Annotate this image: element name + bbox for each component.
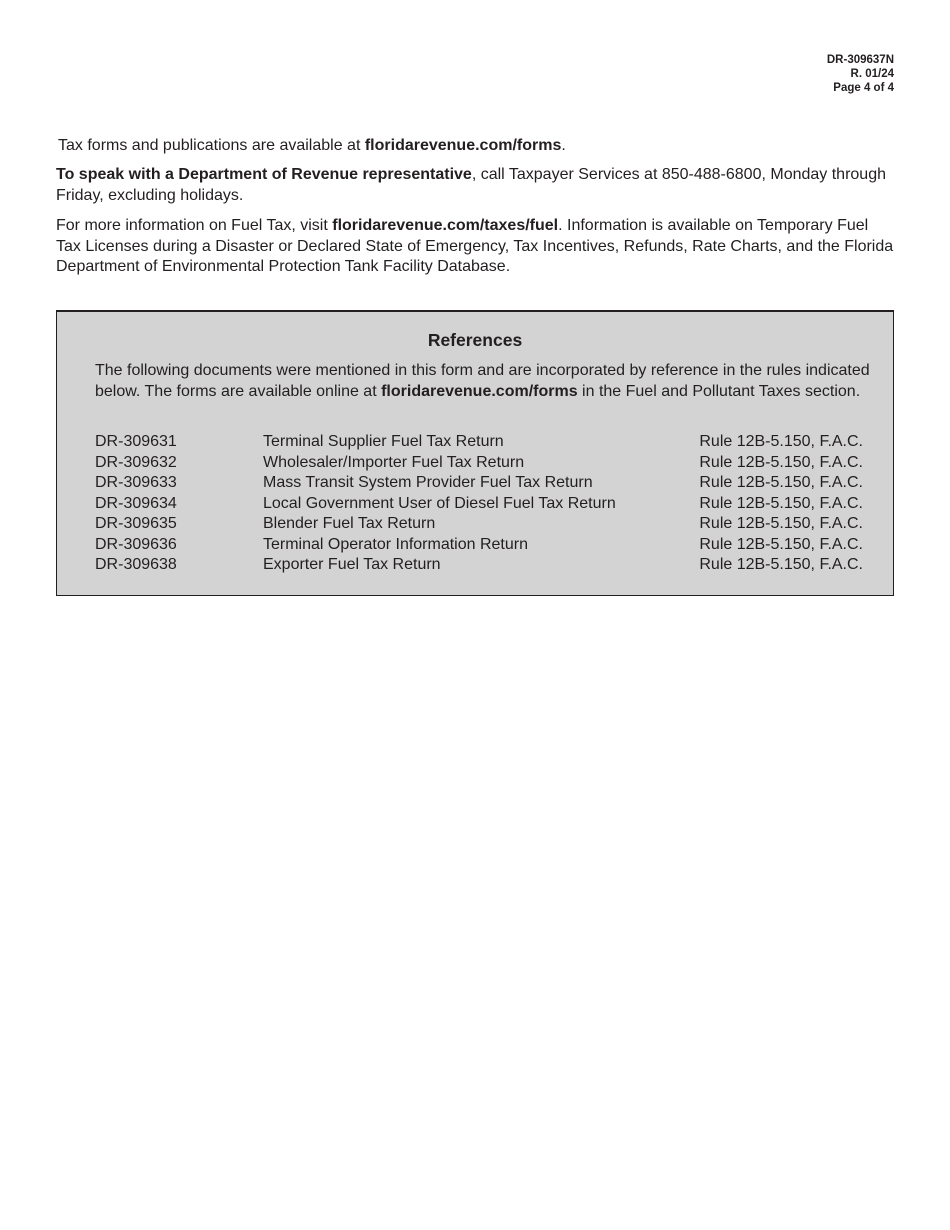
rule-cell: Rule 12B-5.150, F.A.C. xyxy=(699,515,863,532)
form-number-cell: DR-309636 xyxy=(95,535,177,553)
form-title-cell: Terminal Operator Information Return xyxy=(263,535,528,553)
fuel-tax-info-paragraph xyxy=(56,216,896,278)
references-forms-link[interactable]: floridarevenue.com/forms xyxy=(381,382,578,400)
contact-text: , call Taxpayer Services at 850-488-6800, Monday through Friday, excluding holidays. xyxy=(56,166,886,204)
form-number: DR-309637N xyxy=(826,54,894,66)
p3-text: For more information on Fuel Tax, visit xyxy=(56,217,333,234)
form-revision: R. 01/24 xyxy=(850,68,894,80)
references-title: References xyxy=(427,330,523,350)
form-number-cell: DR-309632 xyxy=(95,453,177,471)
form-title-cell: Blender Fuel Tax Return xyxy=(263,515,436,532)
rule-cell: Rule 12B-5.150, F.A.C. xyxy=(699,494,863,512)
references-box xyxy=(56,310,894,596)
contact-paragraph xyxy=(56,165,896,206)
rule-cell: Rule 12B-5.150, F.A.C. xyxy=(699,556,863,573)
table-row xyxy=(95,535,863,556)
forms-availability-paragraph xyxy=(58,136,898,157)
form-identifier xyxy=(827,53,894,95)
table-row xyxy=(95,514,863,535)
form-number-cell: DR-309634 xyxy=(95,494,177,512)
form-title-cell: Terminal Supplier Fuel Tax Return xyxy=(263,433,504,450)
table-row xyxy=(95,432,863,453)
references-table xyxy=(95,432,863,576)
table-row xyxy=(95,494,863,515)
table-row xyxy=(95,473,863,494)
p1-end: . xyxy=(561,137,566,154)
intro-end: in the Fuel and Pollutant Taxes section. xyxy=(577,382,861,400)
rule-cell: Rule 12B-5.150, F.A.C. xyxy=(699,535,863,553)
form-number-cell: DR-309631 xyxy=(95,433,177,450)
form-number-cell: DR-309638 xyxy=(95,556,177,573)
rule-cell: Rule 12B-5.150, F.A.C. xyxy=(699,474,863,491)
contact-heading: To speak with a Department of Revenue representative xyxy=(56,166,472,183)
rule-cell: Rule 12B-5.150, F.A.C. xyxy=(699,453,863,471)
form-number-cell: DR-309635 xyxy=(95,515,177,532)
p3-rest: . Information is available on Temporary Fuel Tax Licenses during a Disaster or Declared State of Emergency, Tax Incentives, Refunds, Rate Charts, and the Florida Department of Environmental Protection Tank Facility Database. xyxy=(56,217,894,275)
form-number-cell: DR-309633 xyxy=(95,474,177,491)
references-intro xyxy=(95,361,875,402)
forms-link[interactable]: floridarevenue.com/forms xyxy=(364,137,562,154)
table-row xyxy=(95,453,863,474)
form-title-cell: Mass Transit System Provider Fuel Tax Return xyxy=(263,474,593,491)
page-number: Page 4 of 4 xyxy=(833,82,894,94)
fuel-tax-link[interactable]: floridarevenue.com/taxes/fuel xyxy=(332,217,559,234)
form-title-cell: Wholesaler/Importer Fuel Tax Return xyxy=(263,453,525,471)
form-title-cell: Exporter Fuel Tax Return xyxy=(263,556,441,573)
rule-cell: Rule 12B-5.150, F.A.C. xyxy=(699,433,863,450)
p1-text: Tax forms and publications are available at xyxy=(58,137,365,154)
intro-text: The following documents were mentioned in this form and are incorporated by reference in the rules indicated below. The forms are available online at xyxy=(95,362,870,400)
table-row xyxy=(95,555,863,576)
form-title-cell: Local Government User of Diesel Fuel Tax Return xyxy=(263,494,616,512)
